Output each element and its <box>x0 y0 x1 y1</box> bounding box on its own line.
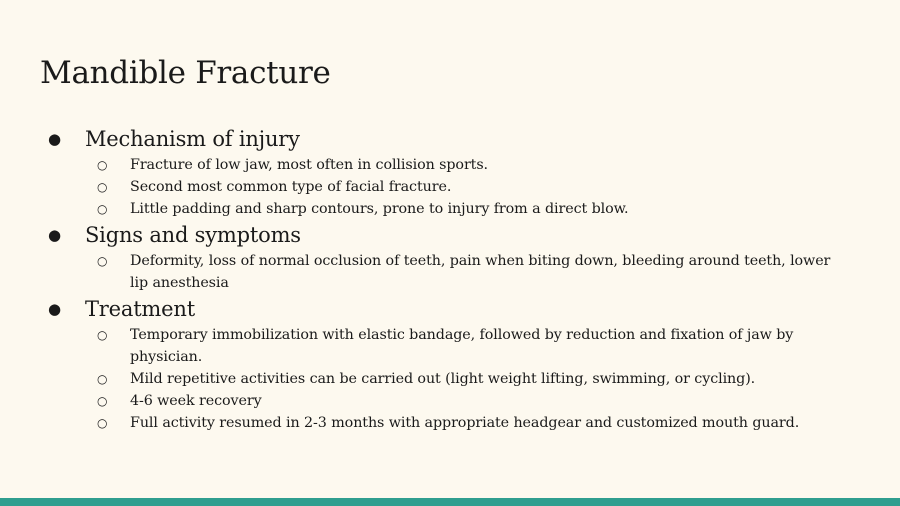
sub-bullet-item <box>42 154 842 176</box>
sub-bullet-item <box>42 412 842 434</box>
sub-bullet-text: 4-6 week recovery <box>130 393 262 409</box>
section-mechanism <box>42 124 842 220</box>
section-signs <box>42 220 842 294</box>
hollow-bullet-icon: ○ <box>97 372 108 386</box>
slide-title: Mandible Fracture <box>40 55 331 91</box>
sub-bullet-item <box>42 250 842 294</box>
hollow-bullet-icon: ○ <box>97 202 108 216</box>
sub-bullet-item <box>42 176 842 198</box>
hollow-bullet-icon: ○ <box>97 416 108 430</box>
hollow-bullet-icon: ○ <box>97 158 108 172</box>
section-head <box>42 124 842 154</box>
sub-bullet-text: Temporary immobilization with elastic bandage, followed by reduction and fixation of jaw by physician. <box>130 327 794 365</box>
sub-bullet-text: Full activity resumed in 2-3 months with appropriate headgear and customized mouth guard. <box>130 415 800 431</box>
sub-bullet-item <box>42 390 842 412</box>
section-head <box>42 220 842 250</box>
hollow-bullet-icon: ○ <box>97 328 108 342</box>
section-head <box>42 294 842 324</box>
filled-bullet-icon: ● <box>48 300 62 318</box>
filled-bullet-icon: ● <box>48 130 62 148</box>
hollow-bullet-icon: ○ <box>97 254 108 268</box>
section-heading: Signs and symptoms <box>85 223 301 247</box>
filled-bullet-icon: ● <box>48 226 62 244</box>
section-heading: Mechanism of injury <box>85 127 300 151</box>
sub-bullet-text: Mild repetitive activities can be carried out (light weight lifting, swimming, or cycling). <box>130 371 756 387</box>
sub-bullet-item <box>42 324 842 368</box>
hollow-bullet-icon: ○ <box>97 180 108 194</box>
hollow-bullet-icon: ○ <box>97 394 108 408</box>
sub-bullet-text: Little padding and sharp contours, prone to injury from a direct blow. <box>130 201 629 217</box>
bullet-list <box>42 124 842 434</box>
accent-bar <box>0 498 900 506</box>
sub-bullet-item <box>42 198 842 220</box>
sub-bullet-item <box>42 368 842 390</box>
section-heading: Treatment <box>85 297 195 321</box>
sub-bullet-text: Second most common type of facial fracture. <box>130 179 452 195</box>
sub-bullet-text: Deformity, loss of normal occlusion of teeth, pain when biting down, bleeding around teeth, lower lip anesthesia <box>130 253 831 291</box>
section-treatment <box>42 294 842 434</box>
sub-bullet-text: Fracture of low jaw, most often in collision sports. <box>130 157 489 173</box>
